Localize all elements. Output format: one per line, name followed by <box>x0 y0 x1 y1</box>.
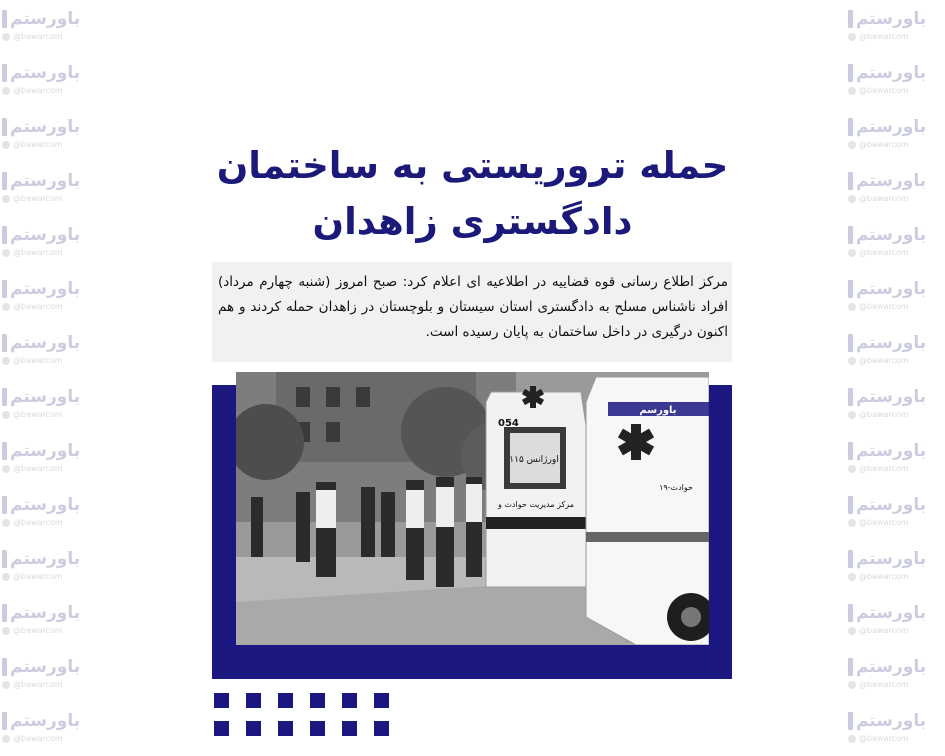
watermark-handle: @bawarcom <box>2 626 98 635</box>
watermark-logo-icon: باورستم <box>2 494 98 516</box>
watermark-handle: @bawarcom <box>2 464 98 473</box>
watermark-handle: @bawarcom <box>848 464 944 473</box>
watermark-handle: @bawarcom <box>848 626 944 635</box>
watermark-handle: @bawarcom <box>2 194 98 203</box>
title-line-1: حمله تروریستی به ساختمان <box>216 144 729 187</box>
watermark-logo-icon: باورستم <box>2 62 98 84</box>
watermark-handle: @bawarcom <box>848 356 944 365</box>
watermark-handle: @bawarcom <box>848 140 944 149</box>
watermark <box>2 8 98 48</box>
watermark <box>848 440 944 480</box>
watermark <box>2 386 98 426</box>
pattern-square <box>374 721 389 736</box>
watermark-logo-icon: باورستم <box>848 494 944 516</box>
watermark-logo-icon: باورستم <box>848 224 944 246</box>
watermark-handle: @bawarcom <box>2 410 98 419</box>
pattern-square <box>310 721 325 736</box>
watermark <box>848 386 944 426</box>
watermark <box>2 62 98 102</box>
watermark-logo-icon: باورستم <box>848 278 944 300</box>
watermark <box>2 440 98 480</box>
watermark <box>848 494 944 534</box>
watermark <box>2 494 98 534</box>
watermark-handle: @bawarcom <box>2 572 98 581</box>
page-title <box>180 138 765 250</box>
watermark-logo-icon: باورستم <box>2 602 98 624</box>
watermark-logo-icon: باورستم <box>848 386 944 408</box>
pattern-square <box>342 721 357 736</box>
watermark-handle: @bawarcom <box>2 518 98 527</box>
square-pattern-icon <box>214 693 394 743</box>
watermark <box>2 170 98 210</box>
watermark <box>2 656 98 696</box>
watermark-logo-icon: باورستم <box>2 332 98 354</box>
watermark <box>848 224 944 264</box>
watermark <box>2 710 98 750</box>
watermark-handle: @bawarcom <box>848 734 944 743</box>
watermark-handle: @bawarcom <box>2 734 98 743</box>
watermark-logo-icon: باورستم <box>2 224 98 246</box>
title-line-2: دادگستری زاهدان <box>312 200 633 243</box>
watermark-handle: @bawarcom <box>2 302 98 311</box>
pattern-square <box>246 693 261 708</box>
pattern-square <box>342 693 357 708</box>
watermark-logo-icon: باورستم <box>2 386 98 408</box>
watermark <box>2 602 98 642</box>
watermark-handle: @bawarcom <box>848 302 944 311</box>
watermark-handle: @bawarcom <box>848 86 944 95</box>
watermark-logo-icon: باورستم <box>2 278 98 300</box>
watermark-handle: @bawarcom <box>848 32 944 41</box>
watermark-handle: @bawarcom <box>848 248 944 257</box>
watermark-logo-icon: باورستم <box>2 710 98 732</box>
watermark-column-right <box>848 0 945 756</box>
watermark-handle: @bawarcom <box>2 140 98 149</box>
watermark-logo-icon: باورستم <box>2 116 98 138</box>
pattern-square <box>214 693 229 708</box>
watermark <box>2 116 98 156</box>
watermark-logo-icon: باورستم <box>848 62 944 84</box>
watermark <box>848 602 944 642</box>
pattern-square <box>246 721 261 736</box>
watermark-column-left <box>2 0 102 756</box>
watermark <box>848 332 944 372</box>
watermark-handle: @bawarcom <box>2 680 98 689</box>
pattern-square <box>374 693 389 708</box>
watermark <box>2 332 98 372</box>
photo-logo: باورسم <box>639 405 677 416</box>
watermark-logo-icon: باورستم <box>2 8 98 30</box>
watermark-logo-icon: باورستم <box>848 332 944 354</box>
watermark-handle: @bawarcom <box>2 86 98 95</box>
pattern-square <box>278 721 293 736</box>
watermark-handle: @bawarcom <box>2 248 98 257</box>
watermark <box>848 8 944 48</box>
pattern-square <box>310 693 325 708</box>
ambulance-small-text: حوادث-۱۹ <box>659 483 693 492</box>
news-photo-illustration <box>236 372 709 645</box>
watermark-logo-icon: باورستم <box>2 656 98 678</box>
watermark <box>848 62 944 102</box>
watermark <box>848 656 944 696</box>
ambulance-side-text: مرکز مدیریت حوادث و <box>497 500 575 509</box>
ambulance-label: اورژانس ۱۱۵ <box>509 455 559 465</box>
watermark <box>2 278 98 318</box>
watermark-logo-icon: باورستم <box>848 710 944 732</box>
pattern-square <box>214 721 229 736</box>
article-body: مرکز اطلاع رسانی قوه قضاییه در اطلاعیه ای اعلام کرد: صبح امروز (شنبه چهارم مرداد) افراد ناشناس مسلح به دادگستری استان سیستان و بلوچستان در زاهدان حمله کردند و هم اکنون درگیری در داخل ساختمان به پایان رسیده است. <box>218 274 728 340</box>
watermark-handle: @bawarcom <box>848 518 944 527</box>
watermark-handle: @bawarcom <box>848 572 944 581</box>
watermark <box>848 710 944 750</box>
watermark <box>848 548 944 588</box>
watermark-logo-icon: باورستم <box>848 116 944 138</box>
watermark <box>848 278 944 318</box>
watermark-logo-icon: باورستم <box>848 548 944 570</box>
watermark-handle: @bawarcom <box>848 410 944 419</box>
watermark-logo-icon: باورستم <box>2 170 98 192</box>
news-photo <box>236 372 709 645</box>
watermark-logo-icon: باورستم <box>2 548 98 570</box>
watermark-logo-icon: باورستم <box>848 8 944 30</box>
ambulance-number: 054 <box>498 418 519 429</box>
watermark <box>2 548 98 588</box>
watermark <box>848 116 944 156</box>
watermark-handle: @bawarcom <box>2 356 98 365</box>
watermark-logo-icon: باورستم <box>2 440 98 462</box>
watermark-logo-icon: باورستم <box>848 440 944 462</box>
pattern-square <box>278 693 293 708</box>
watermark-handle: @bawarcom <box>848 680 944 689</box>
watermark-logo-icon: باورستم <box>848 602 944 624</box>
watermark-logo-icon: باورستم <box>848 170 944 192</box>
watermark <box>848 170 944 210</box>
watermark-logo-icon: باورستم <box>848 656 944 678</box>
watermark <box>2 224 98 264</box>
watermark-handle: @bawarcom <box>848 194 944 203</box>
watermark-handle: @bawarcom <box>2 32 98 41</box>
